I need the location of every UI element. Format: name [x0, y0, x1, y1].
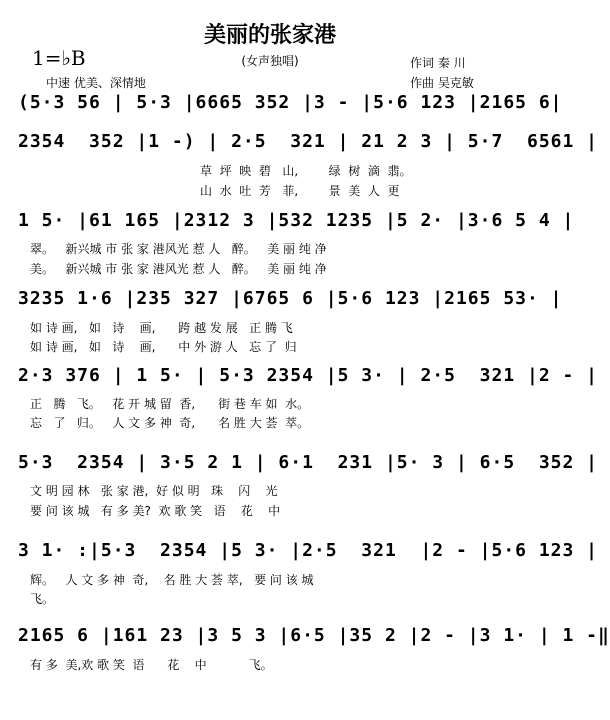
lyricist-credit: 作词 秦 川 [410, 56, 466, 70]
lyric-line-8a: 有 多 美,欢 歌 笑 语 花 中 飞。 [30, 658, 273, 672]
notation-line-7: 3 1· :|5·3 2354 |5 3· |2·5 321 |2 - |5·6 123 | [18, 540, 599, 561]
lyric-line-5a: 正 腾 飞。 花 开 城 留 香, 街 巷 车 如 水。 [30, 397, 310, 411]
notation-line-5: 2·3 376 | 1 5· | 5·3 2354 |5 3· | 2·5 321 |2 - | [18, 365, 599, 386]
notation-line-2: 2354 352 |1 -) | 2·5 321 | 21 2 3 | 5·7 6561 | [18, 131, 599, 152]
tempo-marking: 中速 优美、深情地 [46, 76, 146, 90]
lyric-line-2a: 草 坪 映 碧 山, 绿 树 滴 翡。 [200, 164, 412, 178]
song-subtitle: (女声独唱) [241, 54, 299, 68]
song-title: 美丽的张家港 [203, 22, 336, 48]
key-signature: 1=♭B [32, 46, 86, 70]
lyric-line-6a: 文 明 园 林 张 家 港, 好 似 明 珠 闪 光 [30, 484, 278, 498]
composer-credit: 作曲 吴克敏 [410, 76, 474, 90]
notation-line-3: 1 5· |61 165 |2312 3 |532 1235 |5 2· |3·6 5 4 | [18, 210, 575, 231]
lyric-line-3a: 翠。 新兴城 市 张 家 港风光 惹 人 醉。 美 丽 纯 净 [30, 242, 327, 256]
lyric-line-7a: 辉。 人 文 多 神 奇, 名 胜 大 荟 萃, 要 问 该 城 [30, 573, 314, 587]
lyric-line-3b: 美。 新兴城 市 张 家 港风光 惹 人 醉。 美 丽 纯 净 [30, 262, 327, 276]
lyric-line-4a: 如 诗 画, 如 诗 画, 跨 越 发 展 正 腾 飞 [30, 321, 293, 335]
notation-line-1: (5·3 56 | 5·3 |6665 352 |3 - |5·6 123 |2165 6| [18, 92, 563, 113]
lyric-line-7b: 飞。 [30, 592, 55, 606]
lyric-line-2b: 山 水 吐 芳 菲, 景 美 人 更 [200, 184, 400, 198]
notation-line-6: 5·3 2354 | 3·5 2 1 | 6·1 231 |5· 3 | 6·5 352 | [18, 452, 599, 473]
lyric-line-6b: 要 问 该 城 有 多 美? 欢 歌 笑 语 花 中 [30, 504, 281, 518]
lyric-line-4b: 如 诗 画, 如 诗 画, 中 外 游 人 忘 了 归 [30, 340, 297, 354]
notation-line-8: 2165 6 |161 23 |3 5 3 |6·5 |35 2 |2 - |3 1· | 1 -‖ [18, 625, 610, 646]
notation-line-4: 3235 1·6 |235 327 |6765 6 |5·6 123 |2165 53· | [18, 288, 563, 309]
lyric-line-5b: 忘 了 归。 人 文 多 神 奇, 名 胜 大 荟 萃。 [30, 416, 310, 430]
